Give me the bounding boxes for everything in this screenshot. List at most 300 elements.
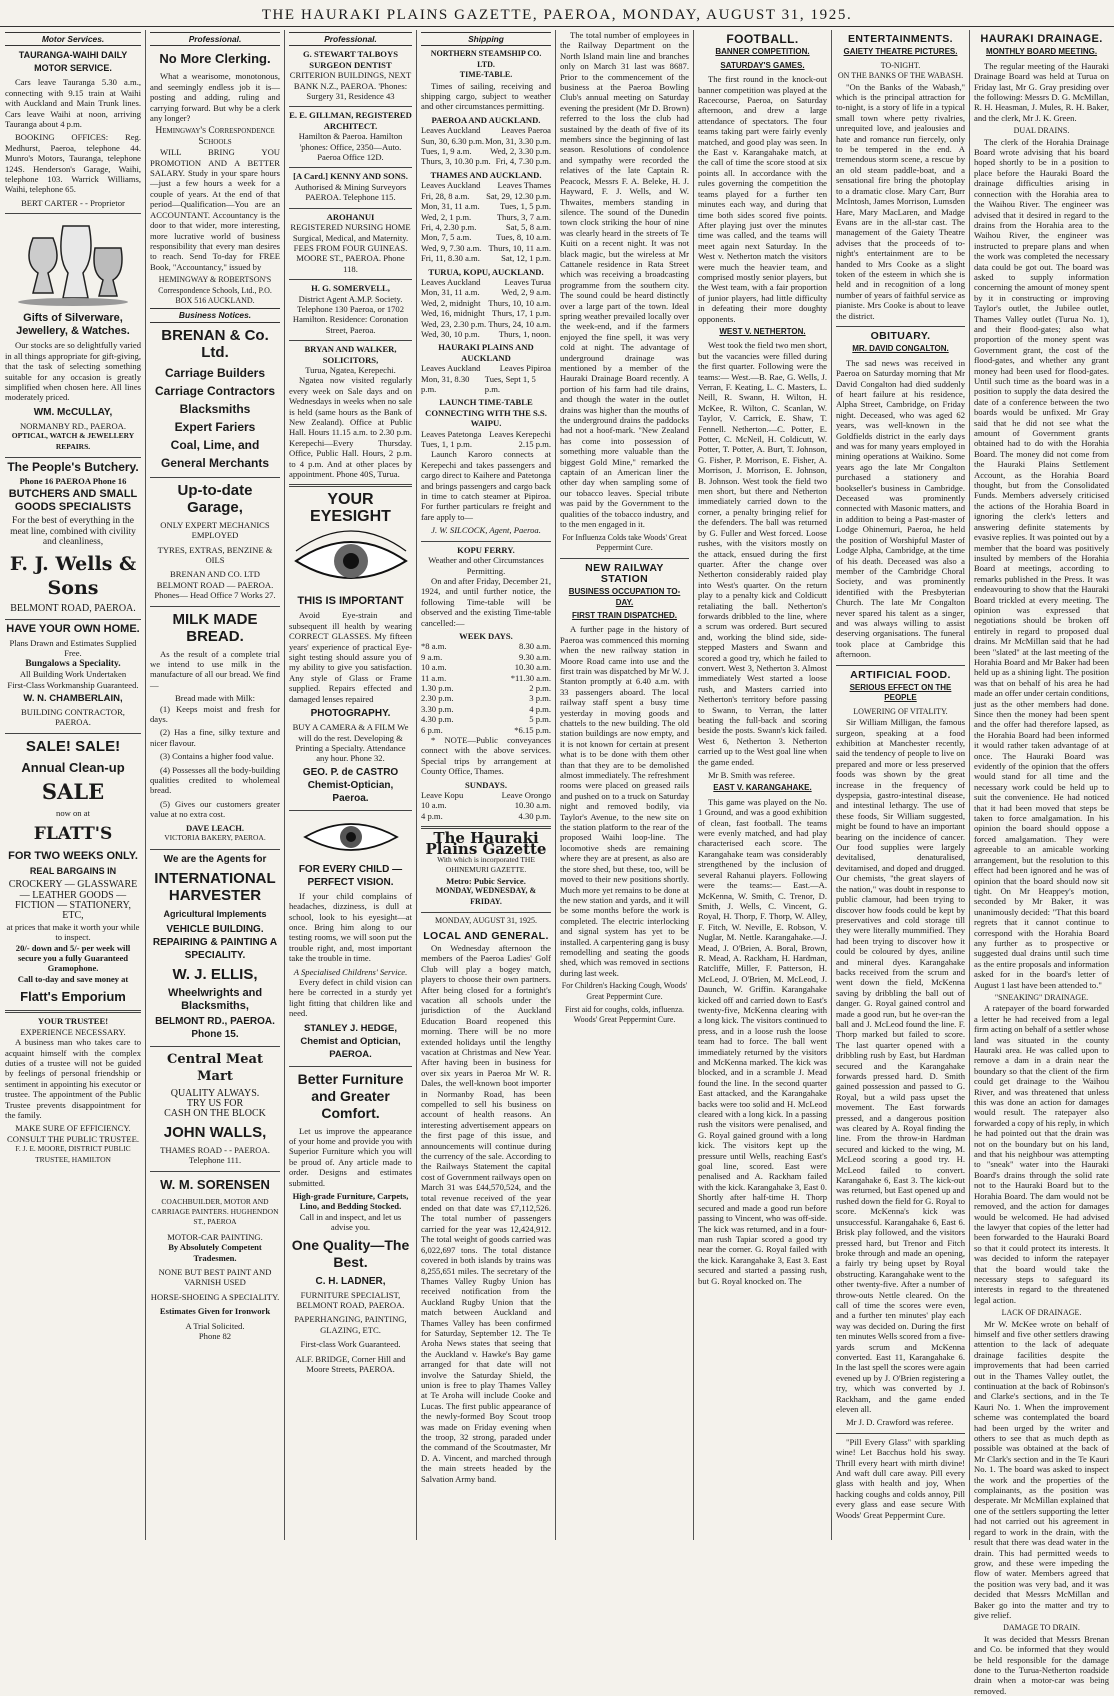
timetable-row	[421, 800, 551, 810]
column-rule	[555, 30, 556, 1540]
article-body: A ratepayer of the board forwarded a letter he had received from a legal firm acting on behalf of a settler whose land was situated in the county Hauraki area. He was called upon to remove a dam in a drain near the boundary so that the client of the firm could get drainage to the Waihou River, and was threatened that unless this was done an action for damages would result. The ratepayer also forwarded a copy of his reply, in which he had pointed out that the drain was not on the boundary but on his land, and that his neighbour was attempting to "sneak" water into the Hauraki Board's drains through the solid rate not to the Hauraki Board but to the Horahia Board. The dam would not be removed, and the action for damages would be welcomed. He had advised the lawyer that copies of the letter had been forwarded to the Hauraki Board so that it could protect its interests. It was decided to inform the ratepayer that the board would take the necessary steps to safeguard its interests in regard to the threatened legal action.	[974, 1003, 1109, 1305]
ad-line: Metro: Pubic Service.	[446, 875, 526, 886]
ad-body: Times of sailing, receiving and shipping cargo, subject to weather and other circumstances permitting.	[421, 80, 551, 112]
timetable-cell: 3.30 p.m.	[421, 703, 454, 714]
timetable-cell: Tues, 8, 10 a.m.	[496, 232, 551, 243]
ad-line: A Specialised Childrens' Service.	[293, 966, 408, 977]
article-heading: ARTIFICIAL FOOD.	[850, 668, 951, 681]
column-rule	[284, 30, 285, 1540]
ad-line: First-class Work Guaranteed.	[300, 1339, 401, 1350]
column-rule	[145, 30, 146, 1540]
ad-line: Call to-day and save money at	[17, 973, 129, 984]
ad-body: A business man who takes care to acquaint himself with the complex duties of a trustee will not be guided by feelings of personal friendship or sentiment in appointing his executor or trustee. The appointment of the Public Trustee prevents disappointment for the family.	[5, 1037, 141, 1120]
ad-list-item: (5) Gives our customers greater value at no extra cost.	[150, 798, 280, 820]
dateline: MONDAY, AUGUST 31, 1925.	[434, 916, 538, 926]
timetable-cell: 9 a.m.	[421, 651, 443, 662]
timetable-cell: Wed, 2, 3.30 p.m.	[490, 146, 551, 157]
timetable-cell: 11 a.m.	[421, 672, 447, 683]
timetable-row	[421, 662, 551, 672]
ad-phone: Phone 16 PAEROA Phone 16	[19, 475, 127, 486]
timetable-row	[421, 429, 551, 439]
article-subheading: LACK OF DRAINAGE.	[1001, 1308, 1082, 1318]
timetable-cell: Leaves Auckland	[421, 180, 481, 191]
article-body: The sad news was received in Paeroa on Saturday morning that Mr David Congalton had died suddenly of heart failure at his residence, Alpha Street, Cambridge, on Friday night. Deceased, who was aged 62 years, was well-known in the Goldfields district in the early days and was for many years employed in mining operations at Waikino. Some years ago the late Mr Congalton purchased a stationery and bookseller's business in Cambridge. Deceased was prominently connected with Masonic matters, and in addition to being a Past-master of Lodge Ohinemuri, Paeroa, he held the position of Worshipful Master of Lodge Alpha, Cambridge, at the time of his death. Deceased was also a member of the Cambridge Choral Society, and was prominently identified with the Presbyterian Church. The late Mr Congalton never spared his talent as a singer, and was always willing to assist deserving organisations. The funeral took place at Cambridge this afternoon.	[836, 357, 965, 660]
timetable-cell: Thurs, 1, noon.	[498, 328, 551, 339]
section-heading: Professional.	[289, 32, 412, 46]
ad-list-item: Carriage Builders	[164, 365, 266, 380]
timetable-cell: Leave Kopu	[421, 790, 464, 801]
article-body: It was decided that Messrs Brenan and Co. be informed that they would be held responsible for the damage done to the Turua-Netherton roadside drain when a motor-car was being removed.	[974, 1633, 1109, 1696]
ad-line: QUALITY ALWAYS.	[170, 1087, 260, 1099]
article-body: "On the Banks of the Wabash," which is the principal attraction for to-night, is a story of life in a typical small town where petty rivalries, unrequited love, and jealousies and hate and romance run fiercely, only to be tempered in the end. A tremendous storm scene, a rescue by an old steam paddle-boat, and a sensational fire bring the photoplay to a dramatic close. Mary Carr, Burr McIntosh, James Morrison, Lumsden Hare, Mary MacLaren, and Madge Evans are in the all-star cast. The management of the Gaiety Theatre advises that the proceeds of to-night's entertainment are to be handed to Mrs Cooke as a slight token of the esteem in which she is held and in recognition of a long number of years of faithful service as pianiste. Mrs Cooke is about to leave the district.	[836, 81, 965, 321]
ad-body: Cars leave Tauranga 5.30 a.m., connecting with 9.15 train at Waihi with Auckland and Main Trunk lines. Cars leave Waihi at noon, arriving Tauranga about 4 p.m.	[5, 77, 141, 130]
timetable-cell: Leaves Pipiroa	[499, 363, 551, 374]
timetable-row	[421, 191, 551, 201]
timetable-cell: Wed, 16, midnight	[421, 308, 485, 319]
timetable-cell: *11.30 a.m.	[510, 672, 551, 683]
timetable-row	[421, 363, 551, 373]
ad-line: Annual Clean-up	[21, 759, 125, 775]
ad-body: For the best of everything in the meat line, combined with civility and cleanliness,	[10, 516, 136, 548]
timetable-cell: 4 p.m.	[421, 810, 443, 821]
article-subheading: LOWERING OF VITALITY.	[853, 706, 948, 716]
ad-line: For Children's Hacking Cough, Woods' Great Peppermint Cure.	[561, 981, 688, 1001]
ad-line: We are the Agents for	[163, 853, 267, 865]
ad-line: Phone 82	[198, 1331, 232, 1341]
article-body: A further page in the history of Paeroa was commenced this morning when the new railway station in Moore Road came into use and the first train was dispatched by Mr W. J. Stanton promptly at 6.40 a.m. with 33 passengers aboard. The local railway staff spent a busy time yesterday in moving goods and chattels to the new building. The old station buildings are now empty, and it is not known for certain at present what is to be done with them other than that they are to be demolished almost immediately. The refreshment rooms were placed on greased rails and pushed on to a truck on Saturday night and removed bodily, via Taylor's Avenue, to the new site on the station platform to the rear of the proposed Waihi loop-line. The locomotive sheds are remaining where they are at present, as also are the store shed, but these, too, will be moved to their new positions shortly. Much more yet remains to be done at the new station and yards, and it will be some months before the work is completed. The electric interlocking and signal system has yet to be installed. A carpentering gang is busy remodelling and seating the goods shed, which was removed in sections during last week.	[560, 624, 689, 978]
ad-list-item: General Merchants	[160, 455, 270, 470]
ad-line: J. W. SILCOCK, Agent, Paeroa.	[431, 525, 541, 536]
ad-title: FOR EVERY CHILD —PERFECT VISION.	[298, 863, 403, 888]
ad-address: NORMANBY RD., PAEROA.	[19, 420, 127, 431]
timetable-row	[421, 125, 551, 135]
article-body: Mr J. D. Crawford was referee.	[846, 1417, 954, 1428]
ad-line: High-grade Furniture, Carpets, Lino, and Bedding Stocked.	[292, 1191, 409, 1212]
ad-line: FLATT'S	[33, 824, 113, 845]
ad-list-item: Expert Fariers	[174, 419, 256, 434]
timetable-cell: Leaves Thames	[497, 180, 551, 191]
timetable-row	[421, 232, 551, 242]
ad-line: FOR TWO WEEKS ONLY.	[8, 850, 138, 863]
ad-title: No More Clerking.	[159, 51, 271, 67]
article-heading: FOOTBALL.	[726, 32, 799, 46]
ad-line: BELMONT RD., PAEROA. Phone 15.	[155, 1015, 275, 1040]
ad-title: W. M. SORENSEN	[160, 1176, 270, 1192]
ad-title: SALE! SALE!	[25, 737, 121, 755]
timetable-cell: Thurs, 10, 10 a.m.	[488, 297, 551, 308]
child-eye-illustration-icon	[301, 815, 401, 859]
route-title: HAURAKI PLAINS AND AUCKLAND	[438, 342, 534, 363]
ad-line: ONLY EXPERT MECHANICS EMPLOYED	[160, 519, 270, 541]
timetable-cell: 4.30 p.m.	[421, 714, 454, 725]
article-heading: HAURAKI DRAINAGE.	[980, 33, 1103, 45]
article-heading: OBITUARY.	[870, 329, 931, 342]
ad-line: Estimates Given for Ironwork	[159, 1306, 271, 1317]
ad-title: BRYAN AND WALKER, SOLICITORS,	[304, 344, 397, 365]
ad-name: WM. McCULLAY,	[33, 406, 113, 418]
ad-line: F. J. E. MOORE, DISTRICT PUBLIC TRUSTEE, HAMILTON	[15, 1144, 131, 1164]
ad-title: AROHANUI	[326, 211, 375, 222]
ad-title: MILK MADE BREAD.	[172, 610, 258, 645]
ad-name: STANLEY J. HEDGE, Chemist and Optician, PAEROA.	[300, 1022, 401, 1060]
ad-line: CASH ON THE BLOCK	[164, 1108, 266, 1120]
timetable-cell: Leaves Auckland	[421, 125, 481, 136]
article-subheading: TO-NIGHT.	[880, 60, 921, 70]
route-title: TURUA, KOPU, AUCKLAND.	[428, 266, 544, 277]
article-body: The clerk of the Horahia Drainage Board wrote advising that his board hoped shortly to be in a position to place before the Hauraki Board the drainage difficulties arising in connection with the Horahia area to the Waihou River. The engineer was advised that it desired in regard to the drains from the Horahia area to the Waihou River, the engineer was instructed to prepare plans and when the work was completed the necessary data could be got out. The board was asked to supply information concerning the amount of money spent by it in constructing or improving Taylor's outlet, the Jubilee outlet, Thames Valley outlet (Turua No. 1), and their flood-gates; also what proportion of the money spent was Government grant, the cost of the flood-gates, and whether any grant money had been used for flood-gates. Until such time as the board was in a position to supply the data desired the date of a conference between the two boards would be unfixed. Mr Gray said that he did not see what the amount of Government grants obtained had to do with the Horahia Board. The money did not come from the Hauraki Plains Settlement Account, as the Horahia Board thought, but from the Consolidated Funds. Members adversely criticised the actions of the Horahia Board in ignoring the clerk's letters and answering definite statements by evasive replies. It was pointed out by a member that the board was positively insulted by members of the Horahia Board at meetings, according to remarks published in the Press. It was endeavouring to show that the Hauraki Board trickled at every meeting. The opinion was expressed that negotiations should be broken off entirely in regard to proposed dual drains. Mr McMillan said that he had been "slated" at the last meeting of the Horahia Board and Mr Baker had been held up as a shining light. The position was that on behalf of his area he had made an offer under certain conditions, just as the other members had done. Since then the money had been spent and the offer had therefore lapsed, as the Horahia Board had been informed it would rather taken advantage of at once. The Hauraki Board was evidently of the opinion that the offers would stand for all time and the necessary work could be held up to suit the convenience. He had noticed that it had been moved that steps be taken to force amalgamation. In his opinion the board should oppose a forced amalgamation. They were agreeable to an amicable working arrangement, but the resolution to this effect had been ignored and he was of opinion that the board should now sit tight. On Mr Heappey's motion, seconded by Mr Baker, it was unanimously decided: "That this board regrets that it cannot continue to correspond with the Horahia Board any further as to prospective or suggested dual drains until such time as the entire proposals and information asked for in the board's letter of August 1 last have been attended to."	[974, 136, 1109, 990]
timetable-cell: Wed, 23, 2.30 p.m.	[421, 318, 487, 329]
timetable-cell: Tues, 1, 9 a.m.	[421, 146, 472, 157]
timetable-cell: Wed, 2, midnight	[421, 297, 481, 308]
article-body: Mr W. McKee wrote on behalf of himself and five other settlers drawing attention to the lack of adequate drainage facilities despite the improvements that had been carried out in the Thames Valley outlet, the continuation at the back of Robinson's and Clarke's sections, and in the Te Kauri No. 1. When the improvement scheme was contemplated the board had been urged by the writer and others to see that as much depth as possible was obtained at the back of Mr Clark's section and in the Te Kauri No. 1. The board was asked to inspect the work and the properties of the complainants, as the position was desperate. Mr McMillan explained that one of the settlers supporting the letter had not carried out his agreement in regard to work in the drain, with the result that there was dead water in the drain. This had permitted weeds to grow, and these were impeding the flow of water. Members agreed that the position was very bad, and it was decided that Messrs McMillan and Baker go into the matter and try to give relief.	[974, 1318, 1109, 1620]
timetable-row	[421, 319, 551, 329]
ad-list	[150, 704, 280, 820]
ad-line: MOTOR-CAR PAINTING.	[167, 1231, 263, 1242]
ad-title: YOUR TRUSTEE!	[37, 1016, 109, 1027]
ad-title: H. G. SOMERVELL,	[311, 283, 390, 294]
ad-body: BOOKING OFFICES: Reg. Medhurst, Paeroa, telephone 44. Munro's Motors, Tauranga, telephone 124S. Henderson's Garage, Waihi, telephone 103. Warrick Williams, Waihi, telephone 65.	[5, 132, 141, 195]
article-subheading: FIRST TRAIN DISPATCHED.	[571, 610, 678, 620]
column-3	[286, 30, 415, 1540]
ad-line: For Influenza Colds take Woods' Great Peppermint Cure.	[562, 532, 687, 552]
ad-body: If your child complains of headaches, dizziness, is dull at school, look to his eyesight—at once. Bring him along to our testing rooms, we will soon put the trouble right, and, most important take the trouble in time.	[289, 890, 412, 964]
timetable-cell: 2 p.m.	[529, 682, 551, 693]
ad-title: NORTHERN STEAMSHIP CO. LTD.	[430, 49, 542, 69]
ad-name: C. H. LADNER,	[315, 1275, 386, 1287]
timetable-cell: Fri, 4, 2.30 p.m.	[421, 221, 477, 232]
timetable-row	[421, 641, 551, 651]
ad-list-item: Carriage Contractors	[154, 383, 276, 398]
ad-line: First-Class Workmanship Guaranteed.	[7, 679, 139, 690]
ad-line: Hemingway's Correspondence Schools	[155, 126, 275, 147]
article-subheading: MONTHLY BOARD MEETING.	[985, 47, 1098, 57]
article-subheading: DAMAGE TO DRAIN.	[1003, 1623, 1080, 1633]
timetable-cell: Tues, Sept 1, 5 p.m.	[484, 373, 536, 394]
section-heading: Business Notices.	[150, 308, 280, 322]
ad-line: now on at	[56, 807, 90, 818]
ad-title: Gifts of Silverware, Jewellery, & Watches.	[16, 312, 130, 338]
article-body: The first round in the knock-out banner competition was played at the Racecourse, Paeroa, on Saturday afternoon, and drew a large attendance of spectators. The four teams taking part were fairly evenly matched, and good play was seen. In the East v. Karangahake match, at the call of time the score stood at six points all. In accordance with the rules governing the competition the teams played for a further ten minutes each way, and during that time both sides scored five points. After playing just over the minutes time was called, and the teams will meet again next Saturday. In the West v. Netherton match the visitors were much the heavier team, and comprised mostly senior players, but the West team, with a fair proportion of junior players, had little difficulty in defeating their more doughty opponents.	[698, 74, 827, 324]
timetable-cell: Thurs, 3, 7 a.m.	[496, 211, 551, 222]
ad-body: BUY A CAMERA & A FILM We will do the rest. Developing & Printing a Specialty. Attendance any hour. Phone 32.	[292, 722, 409, 764]
ad-trade: OPTICAL, WATCH & JEWELLERY REPAIRS.	[11, 431, 135, 451]
ad-address: VICTORIA BAKERY, PAEROA.	[164, 833, 266, 843]
ad-heading: THIS IS IMPORTANT	[297, 595, 404, 608]
route-title: PAEROA AND AUCKLAND.	[431, 114, 541, 125]
timetable-row	[421, 201, 551, 211]
ad-body: Let us improve the appearance of your home and provide you with Superior Furniture which you will be proud of. Any article made to order. Designs and estimates submitted.	[289, 1125, 412, 1188]
ad-line: Bread made with Milk:	[175, 693, 255, 704]
ad-line: Plans Drawn and Estimates Supplied Free.	[9, 637, 137, 659]
ad-name: GEO. P. de CASTRO Chemist-Optician, Paeroa.	[302, 766, 399, 804]
timetable-cell: Leave Orongo	[501, 790, 551, 801]
article-subheading: EAST V. KARANGAHAKE.	[713, 783, 812, 793]
ad-body: Authorised & Mining Surveyors PAEROA. Telephone 115.	[294, 181, 407, 203]
article-subheading: GAIETY THEATRE PICTURES.	[843, 47, 958, 57]
ad-heading: PHOTOGRAPHY.	[310, 708, 391, 720]
ad-line: SUNDAYS.	[465, 779, 507, 790]
timetable-row	[421, 156, 551, 166]
ad-line: By Absolutely Competent Tradesmen.	[168, 1242, 262, 1263]
article-body: The total number of employees in the Railway Department on the North Island main line and branches only on March 31 last was 8687. Prior to the commencement of the business at the Paeroa Bowling Club's annual meeting on Saturday evening the president (Mr D. Brown) referred to the loss the club had sustained by the death of five of its members since the beginning of last season. Resolutions of condolence and sympathy were recorded the relatives of the late Captain R. Peacock, Messrs F. A. Beleke, H. J. Hayward, F. J. Wells, and W. Thwaites, members standing in silence. The sound of the Dunedin town clock striking the hour of nine was clearly heard in the streets of Te Kuiti on a recent night. It was not black magic, but the wireless at Mr Cattanele residence in Rata Street which was receiving a broadcasting programme from the southern city. The sound could be heard distinctly over a large part of the town. Ideal spring weather prevailed locally over the week-end, and if the farmers enjoyed the fine spell, it was very cold at night. The advantage of underground drainage was mentioned by a member of the Hauraki Drainage Board recently. A portion of his farm had tile drains, and though the water in the outlet drains was higher than the mouths of the underground drains the paddocks had not a hoof-mark. "New Zealand has come into possession of something more valuable than the biggest Gold Mine," remarked the captain of an American liner the other day when sampling some of our tobacco leaves. Special tribute was paid by the Government to the qualities of the tobacco industry, and to the men engaged in it.	[560, 30, 689, 530]
timetable-row	[421, 222, 551, 232]
ad-title: Up-to-date Garage,	[177, 481, 253, 516]
ad-line: BELMONT ROAD — PAEROA.	[156, 579, 274, 590]
timetable-cell: Sun, 30, 6.30 p.m.	[421, 135, 485, 146]
timetable-row	[421, 725, 551, 735]
timetable-cell: 5 p.m.	[529, 714, 551, 725]
timetable-row	[421, 180, 551, 190]
timetable-cell: Thurs, 17, 1 p.m.	[492, 308, 551, 319]
ad-title: KOPU FERRY.	[457, 544, 515, 555]
ad-line: 20/- down and 5/- per week will secure you a fully Guaranteed Gramophone.	[15, 942, 131, 974]
ad-body: On and after Friday, December 21, 1924, and until further notice, the following Time-table will be observed and the existing Time-table cancelled:—	[421, 575, 551, 628]
ad-line: CONSULT THE PUBLIC TRUSTEE.	[7, 1133, 139, 1144]
ad-line: Weather and other Circumstances Permitting.	[428, 555, 544, 576]
timetable-row	[421, 253, 551, 263]
timetable-cell: *8 a.m.	[421, 641, 447, 652]
timetable-row	[421, 329, 551, 339]
ad-line: REAL BARGAINS IN	[29, 866, 117, 877]
timetable	[421, 180, 551, 263]
timetable-row	[421, 308, 551, 318]
column-rule	[693, 30, 694, 1540]
timetable-row	[421, 693, 551, 703]
timetable-cell: 10 a.m.	[421, 800, 447, 811]
timetable-cell: Leaves Turua	[504, 276, 551, 287]
ad-title: BRENAN & Co. Ltd.	[161, 326, 269, 361]
ad-name: JOHN WALLS,	[163, 1123, 267, 1141]
timetable-cell: 8.30 a.m.	[519, 641, 551, 652]
article-subheading: "SNEAKING" DRAINAGE.	[994, 992, 1089, 1002]
article-heading: LOCAL AND GENERAL.	[423, 929, 549, 942]
timetable-cell: 4 p.m.	[529, 703, 551, 714]
timetable-row	[421, 287, 551, 297]
timetable-cell: Fri, 28, 8 a.m.	[421, 190, 470, 201]
ad-name: DAVE LEACH.	[185, 822, 245, 833]
article-heading: ENTERTAINMENTS.	[848, 33, 953, 45]
timetable-cell: Leaves Kerepechi	[489, 428, 551, 439]
ad-title: YOUR EYESIGHT	[310, 491, 391, 526]
ad-line: PAPERHANGING, PAINTING, GLAZING, ETC.	[294, 1314, 407, 1335]
timetable-row	[421, 439, 551, 449]
timetable-cell: 2.15 p.m.	[518, 439, 551, 450]
timetable	[421, 363, 551, 394]
timetable-cell: Sat, 29, 12.30 p.m.	[486, 190, 551, 201]
article-subheading: SATURDAY'S GAMES.	[720, 60, 805, 70]
timetable-cell: Fri, 4, 7.30 p.m.	[495, 156, 551, 167]
ad-proprietor: BERT CARTER - - Proprietor	[21, 197, 125, 208]
column-4	[418, 30, 554, 1540]
ad-line: EXPERIENCE NECESSARY.	[20, 1026, 126, 1037]
route-title: LAUNCH TIME-TABLE CONNECTING WITH THE S.S. WAIPU.	[425, 397, 547, 429]
timetable-cell: Wed, 2, 9 a.m.	[501, 287, 551, 298]
article-body: Mr B. Smith was referee.	[708, 770, 795, 781]
timetable-cell: Mon, 31, 11 a.m.	[421, 287, 480, 298]
ad-line: MONDAY, WEDNESDAY, & FRIDAY.	[435, 886, 537, 906]
ad-body: Avoid Eye-strain and subsequent ill health by wearing CORRECT GLASSES. My fifteen years' experience of practical Eye-sight testing should assure you of my ability to give you satisfaction. Any style of Glass or Frame supplied. Repairs effected and damaged lenses repaired	[289, 610, 412, 704]
ad-line: CROCKERY — GLASSWARE — LEATHER GOODS — FICTION — STATIONERY, ETC,	[8, 879, 138, 922]
masthead: THE HAURAKI PLAINS GAZETTE, PAEROA, MONDAY, AUGUST 31, 1925.	[0, 4, 1114, 27]
timetable-cell: Leaves Paeroa	[501, 125, 551, 136]
timetable-cell: Sat, 5, 8 a.m.	[505, 221, 551, 232]
ad-line: Agricultural Implements	[163, 908, 267, 919]
ad-line: WEEK DAYS.	[459, 630, 513, 641]
ad-line: Phones— Head Office 7 Works 27.	[154, 590, 276, 601]
column-7	[833, 30, 968, 1540]
article-subheading: DUAL DRAINS.	[1013, 126, 1070, 136]
ad-list-item: (4) Possesses all the body-building qualities credited to wholemeal bread.	[150, 764, 280, 796]
ad-title: INTERNATIONAL HARVESTER	[154, 869, 276, 904]
ad-line: NONE BUT BEST PAINT AND VARNISH USED	[158, 1266, 272, 1288]
ad-line: HORSE-SHOEING A SPECIALITY.	[150, 1291, 280, 1302]
article-body: The regular meeting of the Hauraki Drainage Board was held at Turua on Friday last, Mr G. Gray presiding over the following: Messrs D. G. McMillan, R. H. Heasman, J. Mules, R. H. Baker, and the clerk, Mr J. K. Green.	[974, 60, 1109, 123]
article-body: Sir William Milligan, the famous surgeon, speaking at a food exhibition at Manchester recently, said the tendency of people to live on prepared and more or less preserved foods was shown by the great increase in the frequency of dyspepsia, gastro-intestinal disease, and intestinal lethargy. The use of these foods, Sir William suggested, might be found to have an important bearing on the incidence of cancer. Our food supplies were largely devitalised, denaturalised, devitamised, and doped and drugged. Our chemists, "the great slayers of the nation," was doubt in response to public clamour, had been trying to discover how foods could be kept by preservatives and cold storage till they were literally mummified. They had been trying to discover how it could be coloured by dyes, aniline and mineral dyes. Karangahake backs received from the scrum and went down the field, McKenna saving by dribbling the ball out of danger. G. Royal gained control and made a good run, but he over-ran the ball and J. McLeod found the line. F. Thorp marked but failed to score. The last quarter opened with a dribbling rush by East, but Hardman secured and the Karangahake forwards pressed hard. D. Smith gained possession and passed to G. Royal, but a wild pass upset the movement. The East forwards pressed, and a dangerous position was cleared by A. Royal finding the line. From the throw-in Hardman secured and kicked to the wing, M. McLeod scoring a good try. H. McLeod failed to convert. Karangahake 6, East 3. The kick-out was returned, but East opened up and rushed down the field for G. Royal to score. McKenna's kick was unsuccessful. Karangahake 6, East 6. Brisk play followed, and the visitors pressed hard, but Trenor and Fitch broke through and made an opening, a fairly try being upset by Royal obstructing. Karangahake went to the other twenty-five. After a number of throw-outs Nettle cleared. On the call of time the scores were even, and a further ten minutes' play each way was decided on. During the first ten minutes Wells scored from a five-yards scrum and McKenna converted. East 11, Karangahake 6. In the last spell the scores were again evened up by J. O'Brien registering a try, which was converted by J. Rackham, and the game ended eleven all.	[836, 717, 965, 1414]
timetable-cell: 3 p.m.	[529, 693, 551, 704]
ad-body: * NOTE—Public conveyances connect with the above services. Special trips by arrangement at County Office, Thames.	[421, 735, 551, 777]
section-heading: Shipping	[421, 32, 551, 46]
ad-line: THAMES ROAD - - PAEROA. Telephone 111.	[160, 1144, 270, 1166]
article-subheading: SERIOUS EFFECT ON THE PEOPLE	[849, 682, 952, 703]
ad-line: Wheelwrights and Blacksmiths,	[167, 986, 263, 1012]
ad-line: COACHBUILDER, MOTOR AND CARRIAGE PAINTERS. HUGHENDON ST., PAEROA	[151, 1196, 279, 1227]
article-subheading: WEST V. NETHERTON.	[719, 326, 806, 336]
ad-line: Flatt's Emporium	[20, 989, 126, 1005]
article-body: West took the field two men short, but the vacancies were filled during the first quarter. Following were the teams:— West.—B. Rae, G. Wells, J. Verran, F. Keating, L. C. Masters, L. Neill, R. Swann, H. Wilton, H. McKee, R. Wilton, C. Scanlan, W. Taylor, V. Carrick, E. Shaw, T. Fennell. Netherton.—C. Potter, E. Potter, C. McNeil, H. Coldicutt, W. Potter, T. Potter, A. Burt, T. Johnson, G. Fisher, P. Morrison, E. Fisher, A. Morrison, J. Morrison, E. Johnson, B. Johnson. West took the field two men short, but there and Netherton immediately carried down to the corner, a penalty bringing relief for the defenders. The ball was returned by G. Fuller and West forced. Loose rushes, with the visitors mostly on the attack, ensued during the first quarter. After the change over Netherton considerably raided play into West's quarter. On the return play to a penalty kick and Coldicutt retaliating the ball. Netherton's forwards dribbled to the line, where a scrum was ordered. Burt secured and, working the blind side, side-stepped Masters and Swann and scored a good try, which he failed to convert. West 3, Netherton 3. Almost immediately West started a loose rush, and Masters carried into Netherton's territory before passing to Swann, to Verran, the latter beating the full-back and scoring beside the posts. Swann's kick failed. West 6, Netherton 3. Netherton carried up to the West goal line when the game ended.	[698, 340, 827, 767]
ad-name: W. N. CHAMBERLAIN,	[23, 693, 123, 704]
ad-list-item: Blacksmiths	[179, 401, 251, 416]
timetable-row	[421, 673, 551, 683]
ad-line: MAKE SURE OF EFFICIENCY.	[15, 1123, 131, 1134]
timetable-row	[421, 136, 551, 146]
ad-line: SALE	[41, 778, 105, 804]
ad-line: One Quality—The Best.	[291, 1236, 410, 1270]
ad-line: All Building Work Undertaken	[19, 669, 127, 680]
eye-illustration-icon	[292, 529, 410, 591]
ad-line: Turua, Ngatea, Kerepechi.	[305, 364, 396, 375]
silverware-illustration-icon	[13, 218, 133, 308]
ad-title: [A Card.] KENNY AND SONS.	[293, 171, 408, 182]
ad-list-item: Coal, Lime, and	[170, 437, 260, 452]
ad-list-item: (3) Contains a higher food value.	[160, 751, 274, 762]
ad-title: Central Meat Mart	[167, 1051, 263, 1084]
timetable-cell: Mon, 31, 8.30 p.m.	[421, 373, 470, 394]
ad-body: District Agent A.M.P. Society. Telephone 130 Paeroa, or 1702 Hamilton. Residence: Coronation Street, Paeroa.	[292, 293, 409, 335]
timetable-cell: 10.30 a.m.	[514, 800, 551, 811]
timetable-row	[421, 652, 551, 662]
timetable-cell: 4.30 p.m.	[518, 810, 551, 821]
timetable-row	[421, 714, 551, 724]
ad-line: A Trial Solicited.	[185, 1320, 245, 1331]
article-heading: NEW RAILWAY STATION	[585, 562, 664, 585]
timetable-cell: 10.30 a.m.	[514, 662, 551, 673]
timetable-cell: Tues, 1, 1 p.m.	[421, 439, 473, 450]
timetable-cell: Mon, 7, 5 a.m.	[421, 232, 472, 243]
ad-body: What a wearisome, monotonous, and seemingly endless job it is—posting and adding, ruling and carrying forward. But why be a clerk any longer?	[150, 71, 280, 124]
ad-title: TAURANGA-WAIHI DAILY MOTOR SERVICE.	[18, 50, 128, 74]
ad-body: Our stocks are so delightfully varied in all things appropriate for gift-giving, that the task of selecting something suitable for any occasion is greatly simplified when chosen here. All lines moderately priced.	[5, 340, 141, 403]
timetable-cell: 10 a.m.	[421, 662, 447, 673]
timetable-row	[421, 298, 551, 308]
timetable-cell: Sat, 12, 1 p.m.	[501, 253, 551, 264]
timetable-cell: Mon, 31, 11 a.m.	[421, 201, 480, 212]
timetable-cell: Wed, 2, 1 p.m.	[421, 211, 472, 222]
ad-name: W. J. ELLIS,	[172, 965, 258, 983]
ad-body: Launch Karoro connects at Kerepechi and takes passengers and cargo direct to Kaihere and Patetonga and brings passengers and cargo back in time to catch steamer at Pipiroa. For further particulars re freight and fare apply to—	[421, 449, 551, 522]
ad-address: BELMONT ROAD, PAEROA.	[10, 602, 136, 614]
ad-line: Bungalows a Speciality.	[25, 658, 121, 669]
ad-heading: BUTCHERS AND SMALL GOODS SPECIALISTS	[8, 488, 138, 514]
ad-list-item: (2) Has a fine, silky texture and nicer flavour.	[150, 727, 280, 748]
timetable-cell: Leaves Auckland	[421, 276, 481, 287]
ad-line: Call in and inspect, and let us advise you.	[299, 1211, 402, 1233]
ad-line: HEMINGWAY & ROBERTSON'S Correspondence Schools, Ltd., P.O. BOX 516 AUCKLAND.	[158, 275, 272, 305]
ad-trade: BUILDING CONTRACTOR, PAEROA.	[21, 707, 125, 728]
column-rule	[969, 30, 970, 1540]
ad-line: TRY US FOR	[186, 1097, 244, 1109]
column-2	[147, 30, 283, 1540]
timetable-row	[421, 277, 551, 287]
ad-line: at prices that make it worth your while to inspect.	[6, 921, 140, 943]
timetable-row	[421, 811, 551, 821]
ad-body: Ngatea now visited regularly every week on Sale days and on Wednesdays in weeks when no sale is held (same hours as the Bank of New Zealand). Office at Public Hall. Hours 11.15 a.m. to 2.30 p.m. Kerepechi—Every Thursday. Office, Public Hall. Hours, 2 p.m. to 4 p.m. And at other places by appointment. Phone 40S, Turua.	[289, 375, 412, 480]
ad-title: E. E. GILLMAN, REGISTERED ARCHITECT.	[289, 110, 412, 131]
timetable-cell: Wed, 30, 10 p.m.	[421, 328, 480, 339]
ad-body: Every defect in child vision can here be corrected in a sturdy yet light fitting that children like and need.	[289, 976, 412, 1019]
ad-title: The People's Butchery.	[7, 459, 139, 474]
timetable-cell: Leaves Patetonga	[421, 428, 482, 439]
timetable-cell: 6 p.m.	[421, 724, 443, 735]
ad-line: TYRES, EXTRAS, BENZINE & OILS	[157, 544, 273, 565]
timetable	[421, 641, 551, 735]
ad-name: F. J. Wells & Sons	[9, 552, 137, 599]
ad-body: REGISTERED NURSING HOME Surgical, Medical, and Maternity. FEES FROM FOUR GUINEAS. MOORE ST., PAEROA. Phone 118.	[290, 222, 411, 274]
timetable-cell: Thurs, 10, 11 a.m.	[488, 242, 551, 253]
route-title: THAMES AND AUCKLAND.	[430, 169, 542, 180]
timetable-row	[421, 243, 551, 253]
ad-line: TIME-TABLE.	[459, 70, 513, 80]
ad-line: FURNITURE SPECIALIST, BELMONT ROAD, PAEROA.	[296, 1289, 405, 1311]
timetable-row	[421, 683, 551, 693]
ad-title: Better Furniture and Greater Comfort.	[297, 1070, 404, 1121]
article-body: On Wednesday afternoon the members of the Paeroa Ladies' Golf Club will play a bogey match, players to choose their own partners. After being closed for a fortnight's vacation all schools under the jurisdiction of the Auckland Education Board reopened this morning. There will be no more extended holidays until the lengthy vacation at Christmas and New Year. After having been in business for over six years in Paeroa Mr W. R. Dales, the well-known boot importer in Normanby Road, has been compelled to sell his business on account of health reasons. An interesting advertisement appears on the first page of this issue, and announcements will continue during the currency of the sale. According to the Railways Statement the capital cost of Government railways open on March 31 was £44,570,524, and the total revenue received of the year ended on that date was £7,112,526. The total number of passengers carried for the year was 12,424,912. The total weight of goods carried was 6,022,697 tons. The total distance covered in both islands by trains was 8,255,651 miles. The secretary of the Thames Valley Rugby Union has received notification from the Auckland Rugby Union that the match between Auckland and Thames Valley has been confirmed for Saturday, September 12. The Te Aroha News states that seeing that the Auckland v. Hawke's Bay game arranged for that date will not involve the Saturday Shield, the union is free to play Thames Valley at Te Aroha will include Cooke and Lucas. The first public appearance of the newly-formed Boy Scout troop was made on Friday evening when the troop, 32 strong, paraded under the command of the Scoutmaster, Mr D. A. Vincent, and marched through the main streets headed by the Salvation Army band.	[421, 942, 551, 1484]
timetable-row	[421, 704, 551, 714]
timetable	[421, 790, 551, 821]
timetable-cell: 2.30 p.m.	[421, 693, 454, 704]
ad-title: HAVE YOUR OWN HOME.	[6, 622, 140, 635]
column-8	[971, 30, 1112, 1696]
timetable-cell: Thurs, 24, 10 a.m.	[488, 318, 551, 329]
ad-line: With which is incorporated THE OHINEMURI GAZETTE.	[437, 855, 535, 875]
column-1	[2, 30, 144, 1540]
timetable-cell: *6.15 p.m.	[514, 724, 551, 735]
article-subheading: MR. DAVID CONGALTON.	[852, 344, 949, 354]
timetable-cell: Wed, 9, 7.30 a.m.	[421, 242, 482, 253]
column-5	[557, 30, 692, 1540]
timetable-cell: 9.30 a.m.	[519, 651, 551, 662]
timetable-cell: Mon, 31, 3.30 p.m.	[485, 135, 551, 146]
timetable-cell: Tues, 1, 5 p.m.	[499, 201, 551, 212]
ad-line: VEHICLE BUILDING. REPAIRING & PAINTING A SPECIALITY.	[152, 923, 278, 961]
timetable-cell: 1.30 p.m.	[421, 682, 454, 693]
article-body: This game was played on the No. 1 Ground, and was a good exhibition of clean, fast football. The teams were evenly matched, and had play characterised each score. The Karangahake team was considerably strengthened by the inclusion of several Rahanui players. Following were the teams:— East.—A. McKenna, W. Smith, C. Trenor, D. Smith, J. Wells, C. Vincent, G. Royal, H. Thorp, F. Thorp, W. Alley, F. Fitch, W. Neville, E. Robson, V. Nuglar, M. Nettle. Karangahake.—J. Mead, J. O'Brien, A. Boral, Brown, R. Mead, A. Rackham, H. Hardman, Ratcliffe, Miller, F. Patterson, H. McLeod, J. O'Brien, M. McLeod, J. Daunch, W. Griffin. Karangahake kicked off and carried down to East's twenty-five, McKenna clearing with a long kick. The visitors continued to press, and in a loose rush the loose team had to force. The ball went immediately returned by the visitors and McKenna marked. The kick was blocked, and in a scramble J. Mead found the line. In the second quarter East attacked, and the Karangahake backs were too solid and H. McLeod cleared with a long kick. In a passing rush the visitors were penalised, and G. Royal gained ground with a long kick. The visitors kept up the pressure until Wells, reaching East's goal line, scored. East were penalised and A. Rackham failed with the kick. Karangahake 3, East 0. Shortly after half-time H. Thorp secured and made a good run before passing to Vincent, who was off-side. The kick was returned, and in a four-man rush Tapiar scored a good try near the corner. G. Royal failed with the kick. Karangahake 3, East 3. East secured and started a passing rush, but G. Royal knocked on. The	[698, 796, 827, 1286]
timetable-row	[421, 790, 551, 800]
ad-line: First aid for coughs, colds, influenza. Woods' Great Peppermint Cure.	[564, 1004, 685, 1025]
ad-line: BRENAN AND CO. LTD	[170, 569, 260, 580]
ad-body: WILL BRING YOU PROMOTION AND A BETTER SALARY. Study in your spare hours—just a few hours a week for a couple of years. At the end of that period—Qualification—You are an ACCOUNTANT. Accountancy is the door to that wider, more interesting, more lucrative world of business responsibility that every man desires to reach. Send To-day for FREE Book, "Accountancy," issued by	[150, 147, 280, 272]
ad-title: G. STEWART TALBOYS SURGEON DENTIST	[303, 49, 398, 70]
timetable	[421, 429, 551, 450]
